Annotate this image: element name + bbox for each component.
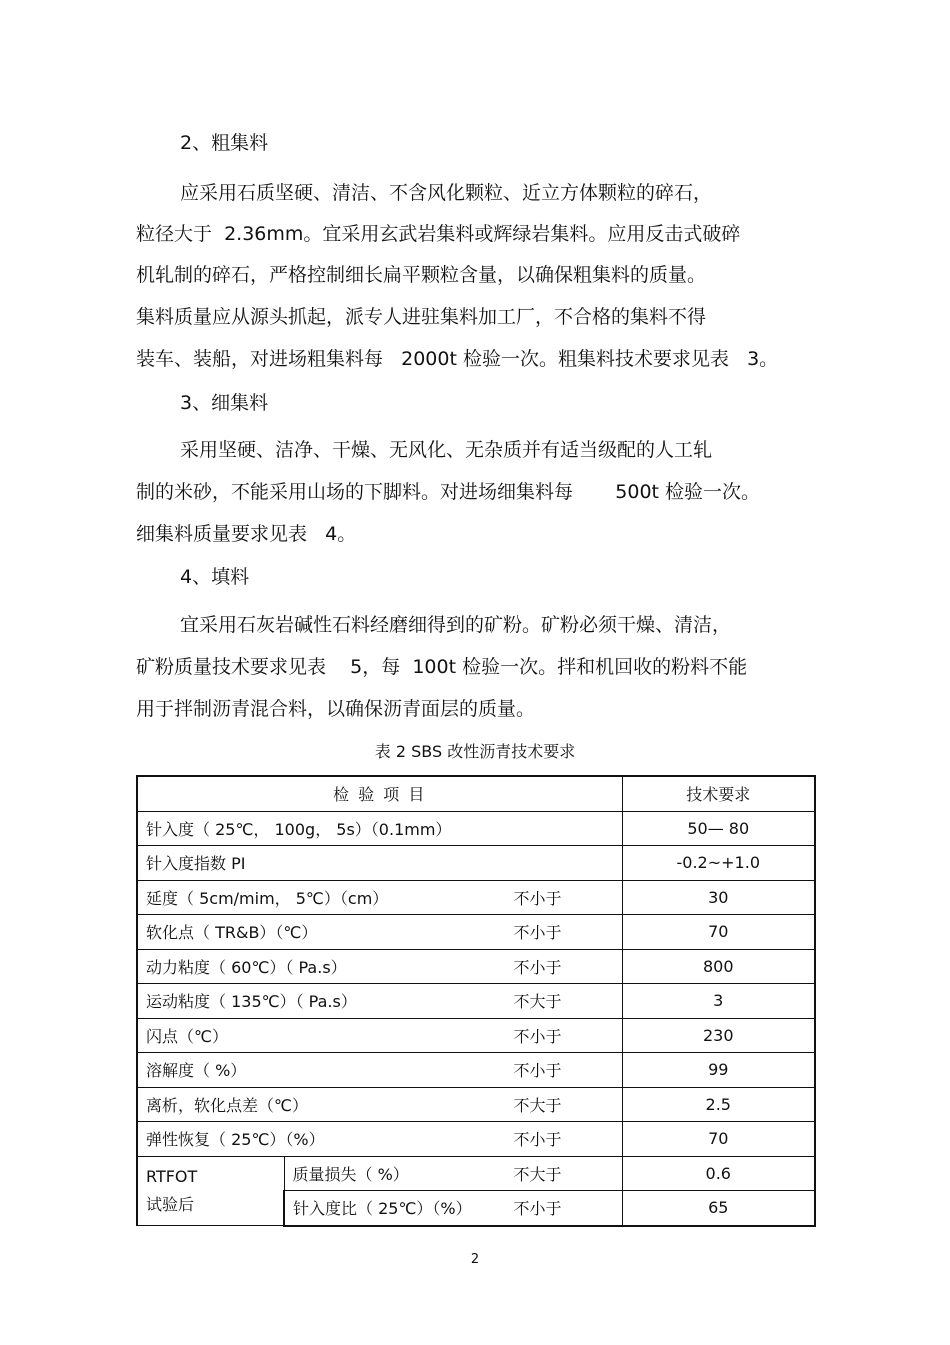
row-item: 溶解度（ %） 不小于 [137,1053,622,1088]
table-row [137,949,815,984]
paragraph-line: 采用坚硬、洁净、干燥、无风化、无杂质并有适当级配的人工轧 [180,439,713,461]
row-item: 质量损失（ %） 不大于 [284,1156,622,1191]
row-item: 离析，软化点差（℃） 不大于 [137,1087,622,1122]
heading-coarse-aggregate: 2、粗集料 [180,132,269,154]
row-requirement: 800 [622,949,815,984]
row-condition: 不小于 [513,1199,562,1219]
table-row [137,846,815,881]
row-requirement: 0.6 [622,1156,815,1191]
table-row [137,1087,815,1122]
row-item: 运动粘度（ 135℃）（ Pa.s） 不大于 [137,984,622,1019]
row-requirement: 99 [622,1053,815,1088]
row-condition: 不小于 [513,957,562,977]
page-number: 2 [470,1252,480,1267]
paragraph-line: 制的米砂，不能采用山场的下脚料。对进场细集料每 500t 检验一次。 [136,481,761,503]
header-item: 检 验 项 目 [137,776,622,811]
paragraph-line: 粒径大于 2.36mm。宜采用玄武岩集料或辉绿岩集料。应用反击式破碎 [136,223,741,245]
row-item: 延度（ 5cm/mim， 5℃）（cm） 不小于 [137,880,622,915]
row-item: 闪点（℃） 不小于 [137,1018,622,1053]
row-condition: 不小于 [513,1026,562,1046]
row-item: 针入度（ 25℃， 100g， 5s）（0.1mm） [137,811,622,846]
paragraph-line: 用于拌制沥青混合料，以确保沥青面层的质量。 [136,698,536,720]
sbs-asphalt-spec-table [136,775,816,1227]
table-row [137,1018,815,1053]
rtfot-label: RTFOT 试验后 [137,1156,284,1226]
row-requirement: 65 [622,1191,815,1226]
paragraph-line: 机轧制的碎石，严格控制细长扁平颗粒含量，以确保粗集料的质量。 [136,264,707,286]
table-row [137,811,815,846]
row-requirement: 2.5 [622,1087,815,1122]
table-row [137,1122,815,1157]
heading-fine-aggregate: 3、细集料 [180,392,269,414]
row-condition: 不小于 [513,1061,562,1081]
row-requirement: 230 [622,1018,815,1053]
table-header-row [137,776,815,811]
paragraph-line: 宜采用石灰岩碱性石料经磨细得到的矿粉。矿粉必须干燥、清洁， [180,614,732,636]
row-condition: 不小于 [513,923,562,943]
row-item: 针入度比（ 25℃）（%） 不小于 [284,1191,622,1226]
row-condition: 不大于 [513,1095,562,1115]
paragraph-line: 装车、装船，对进场粗集料每 2000t 检验一次。粗集料技术要求见表 3。 [136,348,779,370]
table-row-rtfot [137,1156,815,1191]
paragraph-line: 矿粉质量技术要求见表 5，每 100t 检验一次。拌和机回收的粉料不能 [136,656,748,678]
row-requirement: 50— 80 [622,811,815,846]
row-condition: 不小于 [513,888,562,908]
paragraph-line: 应采用石质坚硬、清洁、不含风化颗粒、近立方体颗粒的碎石， [180,182,713,204]
row-item: 动力粘度（ 60℃）（ Pa.s） 不小于 [137,949,622,984]
heading-filler: 4、填料 [180,566,250,588]
row-item: 弹性恢复（ 25℃）（%） 不小于 [137,1122,622,1157]
row-condition: 不小于 [513,1130,562,1150]
row-requirement: 30 [622,880,815,915]
row-requirement: 70 [622,1122,815,1157]
row-item: 软化点（ TR&B）（℃） 不小于 [137,915,622,950]
table-caption: 表 2 SBS 改性沥青技术要求 [374,742,576,761]
row-requirement: 3 [622,984,815,1019]
row-condition: 不大于 [513,992,562,1012]
paragraph-line: 细集料质量要求见表 4。 [136,523,357,545]
table-row [137,915,815,950]
table-row [137,984,815,1019]
row-condition: 不大于 [513,1164,562,1184]
table-row [137,1053,815,1088]
paragraph-line: 集料质量应从源头抓起，派专人进驻集料加工厂，不合格的集料不得 [136,306,707,328]
row-item: 针入度指数 PI [137,846,622,881]
row-requirement: 70 [622,915,815,950]
table-row [137,880,815,915]
header-requirement: 技术要求 [622,776,815,811]
row-requirement: -0.2~+1.0 [622,846,815,881]
